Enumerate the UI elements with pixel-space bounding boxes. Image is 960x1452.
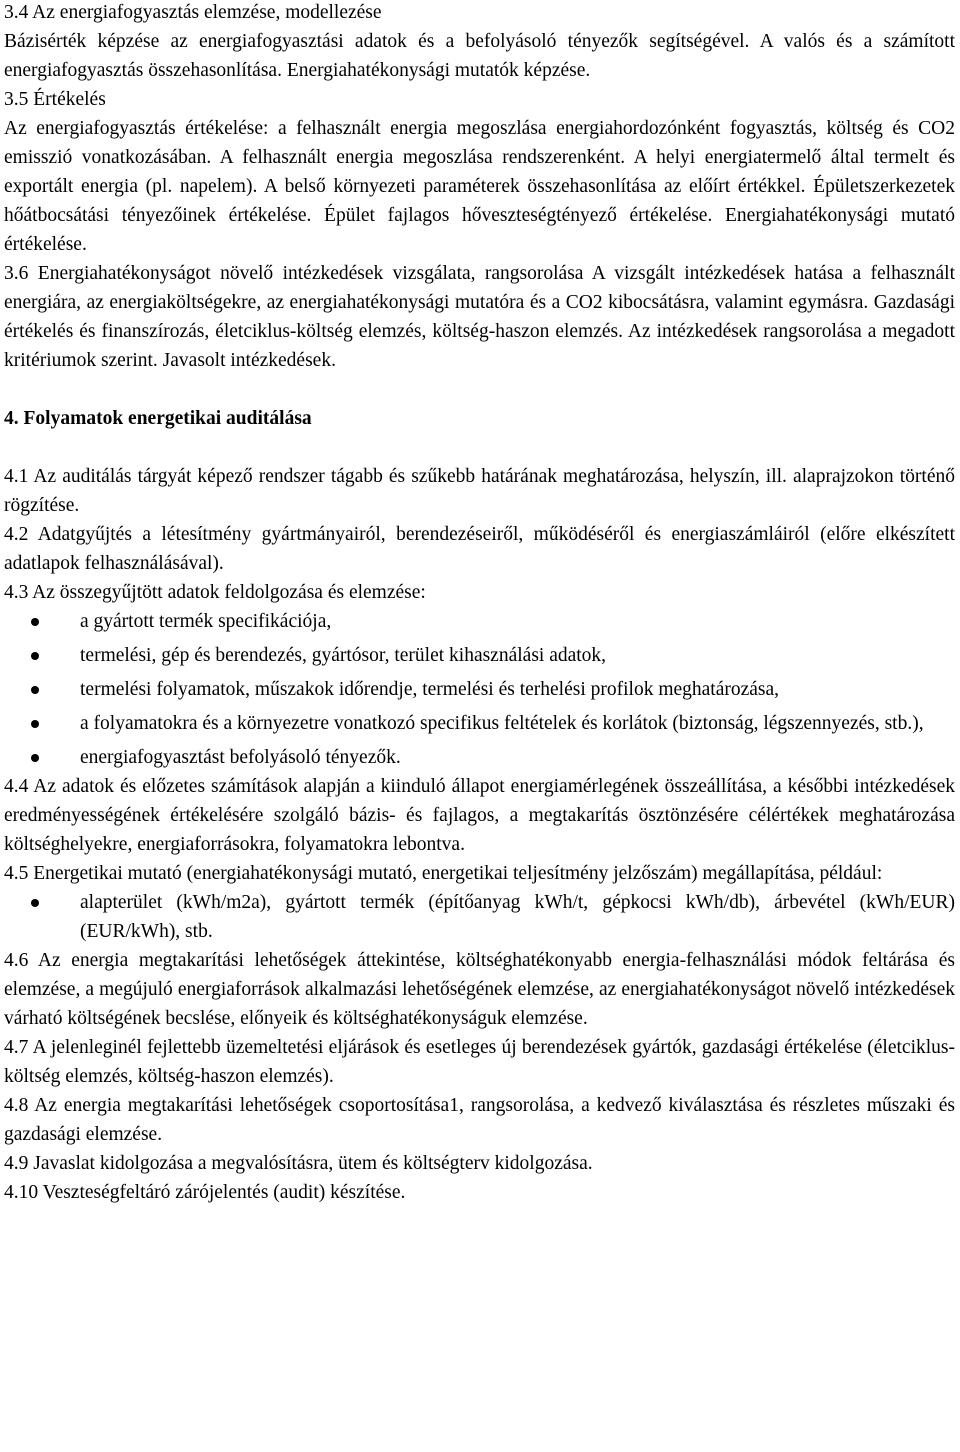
section-4-10: 4.10 Veszteségfeltáró zárójelentés (audit) készítése. (4, 1182, 406, 1203)
section-4-5-list (4, 888, 955, 946)
section-4-9: 4.9 Javaslat kidolgozása a megvalósításra, ütem és költségterv kidolgozása. (4, 1153, 593, 1174)
section-4-7: 4.7 A jelenleginél fejlettebb üzemeltetési eljárások és esetleges új berendezések gyártók, gazdasági értékelése (életciklus-költség elemzés, költség-haszon elemzés). (4, 1037, 955, 1087)
section-3-4-text: Bázisérték képzése az energiafogyasztási adatok és a befolyásoló tényezők segítségével. A valós és a számított energiafogyasztás összehasonlítása. Energiahatékonysági mutatók képzése. (4, 31, 955, 81)
section-4-5: 4.5 Energetikai mutató (energiahatékonysági mutató, energetikai teljesítmény jelzőszám) megállapítása, például: (4, 863, 883, 884)
list-item: a gyártott termék specifikációja, (4, 607, 955, 636)
section-4-1: 4.1 Az auditálás tárgyát képező rendszer tágabb és szűkebb határának meghatározása, helyszín, ill. alaprajzokon történő rögzítése. (4, 466, 955, 516)
list-item: alapterület (kWh/m2a), gyártott termék (építőanyag kWh/t, gépkocsi kWh/db), árbevétel (kWh/EUR) (EUR/kWh), stb. (4, 888, 955, 946)
section-3-6-text: 3.6 Energiahatékonyságot növelő intézkedések vizsgálata, rangsorolása A vizsgált intézkedések hatása a felhasznált energiára, az energiaköltségekre, az energiahatékonysági mutatóra és a CO2 kibocsátásra, valamint egymásra. Gazdasági értékelés és finanszírozás, életciklus-költség elemzés, költség-haszon elemzés. Az intézkedések rangsorolása a megadott kritériumok szerint. Javasolt intézkedések. (4, 263, 955, 371)
section-4-heading: 4. Folyamatok energetikai auditálása (4, 408, 312, 429)
section-4-3: 4.3 Az összegyűjtött adatok feldolgozása és elemzése: (4, 582, 426, 603)
section-4-8: 4.8 Az energia megtakarítási lehetőségek csoportosítása1, rangsorolása, a kedvező kiválasztása és részletes műszaki és gazdasági elemzése. (4, 1095, 955, 1145)
section-4-3-list (4, 607, 955, 772)
section-3-4-title: 3.4 Az energiafogyasztás elemzése, modellezése (4, 2, 382, 23)
list-item: a folyamatokra és a környezetre vonatkozó specifikus feltételek és korlátok (biztonság, légszennyezés, stb.), (4, 709, 955, 738)
section-4-2: 4.2 Adatgyűjtés a létesítmény gyártmányairól, berendezéseiről, működéséről és energiaszámláiról (előre elkészített adatlapok felhasználásával). (4, 524, 955, 574)
section-4-6: 4.6 Az energia megtakarítási lehetőségek áttekintése, költséghatékonyabb energia-felhasználási módok feltárása és elemzése, a megújuló energiaforrások alkalmazási lehetőségének elemzése, az energiahatékonyságot növelő intézkedések várható költségének becslése, előnyeik és költséghatékonyságuk elemzése. (4, 950, 955, 1029)
list-item: energiafogyasztást befolyásoló tényezők. (4, 743, 955, 772)
section-3-5-text: Az energiafogyasztás értékelése: a felhasznált energia megoszlása energiahordozónként fogyasztás, költség és CO2 emisszió vonatkozásában. A felhasznált energia megoszlása rendszerenként. A helyi energiatermelő által termelt és exportált energia (pl. napelem). A belső környezeti paraméterek összehasonlítása az előírt értékkel. Épületszerkezetek hőátbocsátási tényezőinek értékelése. Épület fajlagos hőveszteségtényező értékelése. Energiahatékonysági mutató értékelése. (4, 118, 955, 255)
section-4-4: 4.4 Az adatok és előzetes számítások alapján a kiinduló állapot energiamérlegének összeállítása, a későbbi intézkedések eredményességének értékelésére szolgáló bázis- és fajlagos, a megtakarítás ösztönzésére célértékek meghatározása költséghelyekre, energiaforrásokra, folyamatokra lebontva. (4, 776, 955, 855)
section-3-5-title: 3.5 Értékelés (4, 89, 106, 110)
list-item: termelési folyamatok, műszakok időrendje, termelési és terhelési profilok meghatározása, (4, 675, 955, 704)
list-item: termelési, gép és berendezés, gyártósor, terület kihasználási adatok, (4, 641, 955, 670)
